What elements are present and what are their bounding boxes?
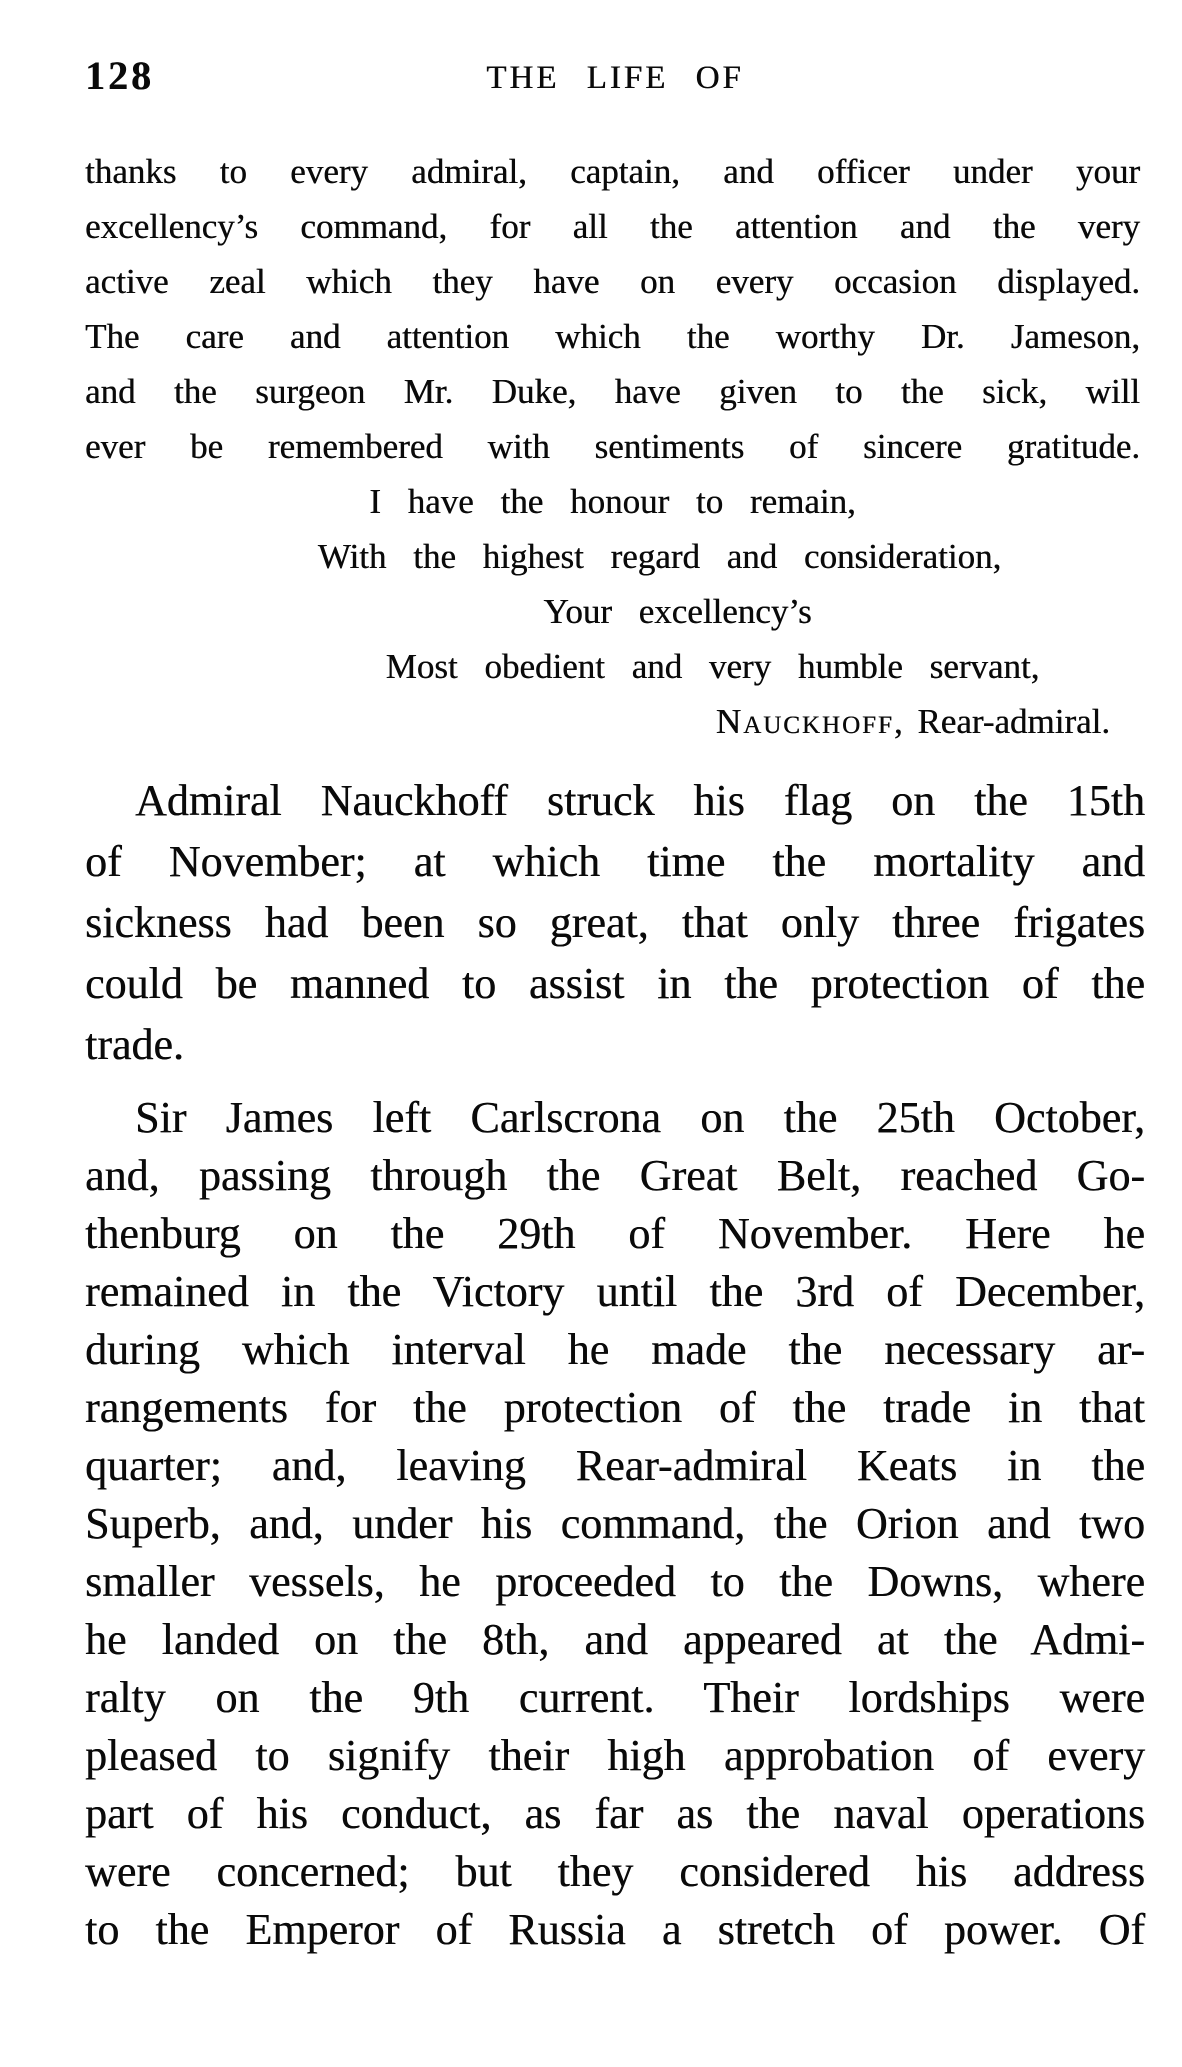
text-line: could be manned to assist in the protection of the (85, 959, 1145, 1008)
text-line: smaller vessels, he proceeded to the Downs, where (85, 1557, 1145, 1606)
text-line: thanks to every admiral, captain, and officer under your (85, 152, 1140, 191)
text-line: and, passing through the Great Belt, reached Go- (85, 1151, 1145, 1200)
text-line: sickness had been so great, that only three frigates (85, 898, 1145, 947)
text-line: quarter; and, leaving Rear-admiral Keats in the (85, 1441, 1145, 1490)
signature-line (85, 694, 1140, 749)
text-line: Sir James left Carlscrona on the 25th October, (135, 1093, 1145, 1142)
signature-name: Nauckhoff (715, 702, 894, 741)
text-line: Superb, and, under his command, the Orion and two (85, 1499, 1145, 1548)
text-line: thenburg on the 29th of November. Here he (85, 1209, 1145, 1258)
text-line: active zeal which they have on every occasion displayed. (85, 262, 1140, 301)
text-line: rangements for the protection of the trade in that (85, 1383, 1145, 1432)
running-title: THE LIFE OF (486, 60, 744, 96)
text-line: The care and attention which the worthy Dr. Jameson, (85, 317, 1140, 356)
paragraph (85, 770, 1145, 1075)
text-line: ralty on the 9th current. Their lordships were (85, 1673, 1145, 1722)
text-line: part of his conduct, as far as the naval operations (85, 1789, 1145, 1838)
letter-closing-line: Your excellency’s (543, 592, 812, 631)
body-text (85, 770, 1145, 1959)
signature-suffix: , Rear-admiral. (893, 702, 1110, 741)
letter-closing-line: With the highest regard and consideration, (317, 537, 1002, 576)
text-line: during which interval he made the necessary ar- (85, 1325, 1145, 1374)
text-line: to the Emperor of Russia a stretch of power. Of (85, 1905, 1145, 1954)
text-line: pleased to signify their high approbation of every (85, 1731, 1145, 1780)
page-header (85, 0, 1145, 110)
letter-block (85, 144, 1140, 749)
text-line: Admiral Nauckhoff struck his flag on the 15th (135, 776, 1145, 825)
text-line: trade. (85, 1020, 184, 1069)
text-line: and the surgeon Mr. Duke, have given to the sick, will (85, 372, 1140, 411)
page-number: 128 (85, 53, 154, 98)
text-line: were concerned; but they considered his address (85, 1847, 1145, 1896)
text-line: ever be remembered with sentiments of sincere gratitude. (85, 427, 1140, 466)
paragraph (85, 1089, 1145, 1959)
text-line: remained in the Victory until the 3rd of December, (85, 1267, 1145, 1316)
letter-closing-line: Most obedient and very humble servant, (385, 647, 1040, 686)
text-line: he landed on the 8th, and appeared at the Admi- (85, 1615, 1145, 1664)
letter-closing-line: I have the honour to remain, (369, 482, 856, 521)
text-line: of November; at which time the mortality and (85, 837, 1145, 886)
text-line: excellency’s command, for all the attention and the very (85, 207, 1140, 246)
